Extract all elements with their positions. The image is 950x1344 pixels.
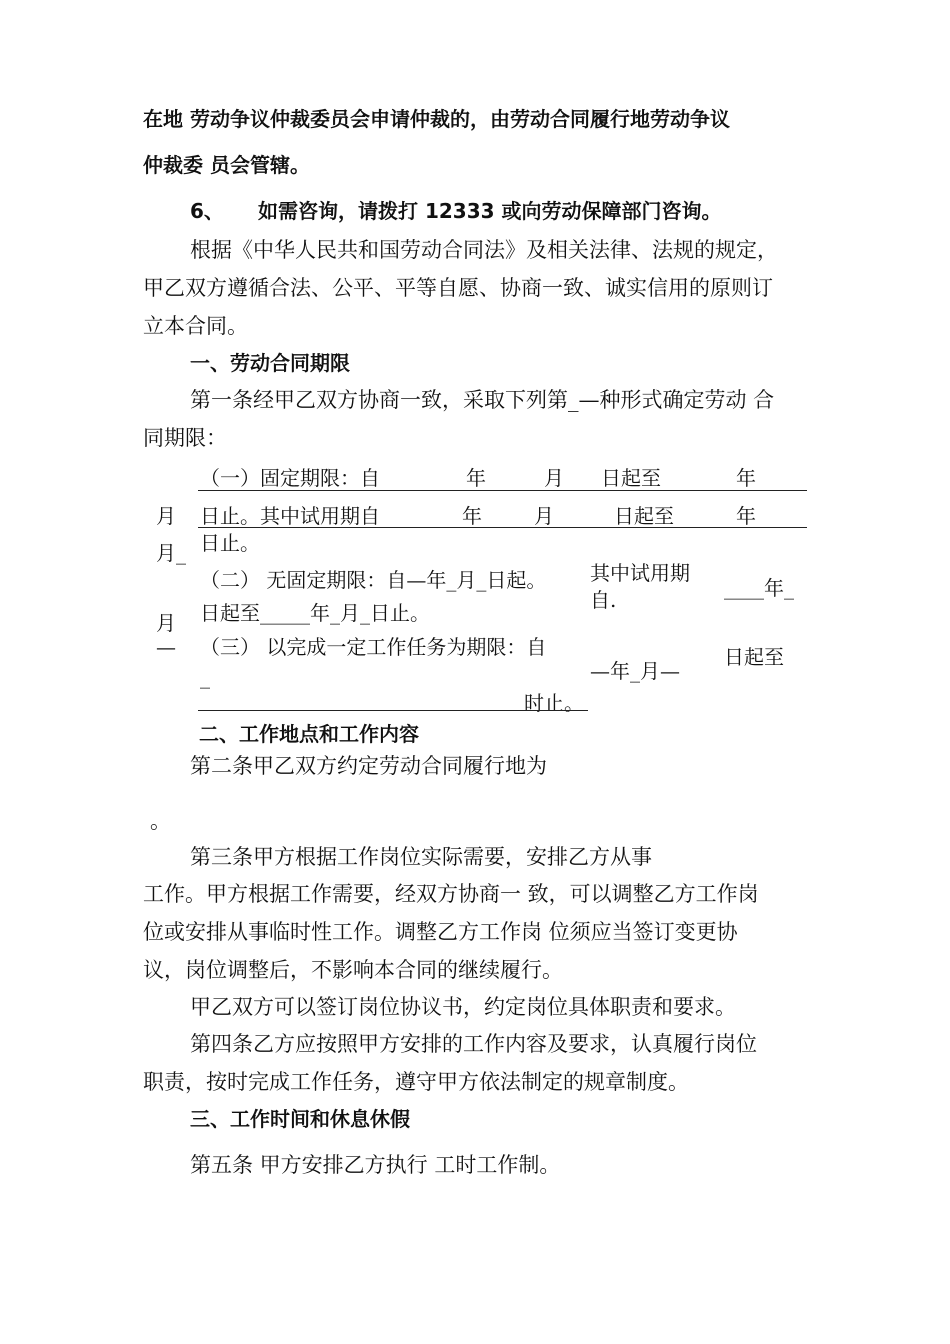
article-line: 同期限：: [143, 426, 227, 450]
form-text: 日起至: [724, 645, 784, 669]
paragraph-line: 在地 劳动争议仲裁委员会申请仲裁的，由劳动合同履行地劳动争议: [143, 107, 730, 131]
form-text: 月: [156, 504, 176, 528]
form-text: 日止。: [200, 531, 260, 555]
item-text: 如需咨询，请拨打 12333 或向劳动保障部门咨询。: [258, 199, 722, 223]
article-line: 第二条甲乙双方约定劳动合同履行地为: [190, 754, 547, 778]
article-line: 第五条 甲方安排乙方执行 工时工作制。: [190, 1153, 561, 1177]
form-text: 年: [466, 466, 486, 490]
intro-line: 根据《中华人民共和国劳动合同法》及相关法律、法规的规定，: [190, 238, 778, 262]
section-heading: 三、工作时间和休息休假: [190, 1107, 410, 1131]
article-line: 第一条经甲乙双方协商一致，采取下列第_—种形式确定劳动 合: [190, 388, 775, 412]
intro-line: 甲乙双方遵循合法、公平、平等自愿、协商一致、诚实信用的原则订: [143, 276, 773, 300]
form-text: —: [156, 635, 176, 659]
form-text: 日起至: [614, 504, 674, 528]
form-text: （二） 无固定期限：自—年_月_日起。: [200, 568, 547, 592]
section-heading: 一、劳动合同期限: [190, 351, 350, 375]
article-line: 议，岗位调整后，不影响本合同的继续履行。: [143, 958, 563, 982]
form-text: 月: [156, 611, 176, 635]
form-text: _: [200, 665, 210, 689]
article-line: 甲乙双方可以签订岗位协议书，约定岗位具体职责和要求。: [190, 995, 736, 1019]
form-text: （三） 以完成一定工作任务为期限：自: [200, 635, 547, 659]
article-line: 职责，按时完成工作任务，遵守甲方依法制定的规章制度。: [143, 1070, 689, 1094]
form-text: 月: [544, 466, 564, 490]
form-text: 日起至_____年_月_日止。: [200, 601, 430, 625]
article-line: 第三条甲方根据工作岗位实际需要，安排乙方从事: [190, 845, 652, 869]
article-line: 位或安排从事临时性工作。调整乙方工作岗 位须应当签订变更协: [143, 920, 738, 944]
form-text: 时止。: [524, 691, 584, 715]
form-rule: [198, 527, 807, 528]
article-line: 工作。甲方根据工作需要，经双方协商一 致，可以调整乙方工作岗: [143, 882, 759, 906]
form-text: 日起至: [601, 466, 661, 490]
form-text: 月_: [156, 541, 186, 565]
form-rule: [198, 710, 588, 711]
article-line: 第四条乙方应按照甲方安排的工作内容及要求，认真履行岗位: [190, 1032, 757, 1056]
article-line: 。: [150, 809, 171, 833]
form-text: 年: [462, 504, 482, 528]
section-heading: 二、工作地点和工作内容: [199, 722, 419, 746]
form-text: 自.: [590, 588, 617, 612]
form-text: 年: [736, 466, 756, 490]
item-number: 6、: [190, 199, 224, 223]
paragraph-line: 仲裁委 员会管辖。: [143, 153, 310, 177]
intro-line: 立本合同。: [143, 314, 248, 338]
form-text: ____年_: [724, 576, 794, 600]
form-text: （一）固定期限：自: [200, 466, 380, 490]
form-text: 其中试用期: [590, 561, 690, 585]
form-text: 日止。其中试用期自: [200, 504, 380, 528]
form-text: 月: [534, 504, 554, 528]
form-rule: [198, 490, 807, 491]
form-text: 年: [736, 504, 756, 528]
form-text: —年_月—: [590, 659, 680, 683]
